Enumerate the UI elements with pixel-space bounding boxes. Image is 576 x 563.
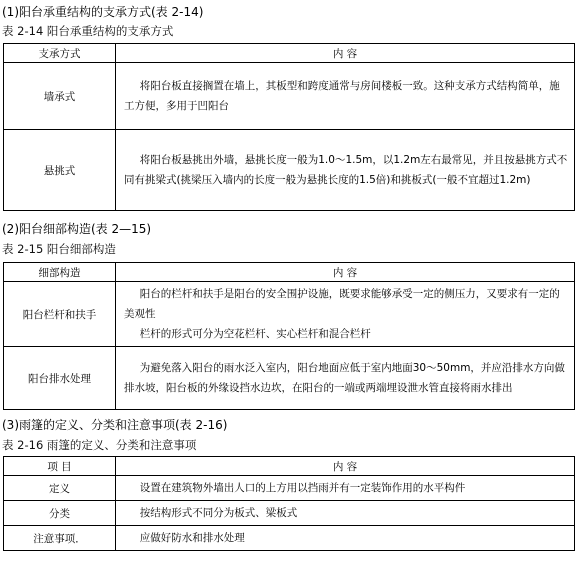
table-2-14: [3, 43, 575, 211]
header-content: 内 容: [116, 263, 575, 282]
table-row: [4, 476, 575, 501]
table-row: [4, 347, 575, 410]
table-2-15-caption: 表 2-15 阳台细部构造: [2, 242, 116, 256]
row-content: [116, 476, 575, 501]
content-text: 将阳台板直接搁置在墙上，其板型和跨度通常与房间楼板一致。这种支承方式结构简单，施工方便，多用于凹阳台: [124, 80, 560, 112]
content-text: 按结构形式不同分为板式、梁板式: [139, 507, 298, 519]
section-1-heading: (1)阳台承重结构的支承方式(表 2-14): [2, 5, 204, 19]
row-label-drainage: 阳台排水处理: [4, 347, 116, 410]
row-content: [116, 130, 575, 211]
row-label-wall-bearing: 墙承式: [4, 63, 116, 130]
content-text: 设置在建筑物外墙出人口的上方用以挡雨并有一定装饰作用的水平构件: [139, 482, 466, 494]
table-row: [4, 526, 575, 551]
table-2-15: [3, 262, 575, 410]
table-header-row: [4, 44, 575, 63]
table-row: [4, 282, 575, 347]
table-row: [4, 501, 575, 526]
content-text: 为避免落入阳台的雨水泛入室内，阳台地面应低于室内地面30～50mm，并应沿排水方向做排水坡，阳台板的外缘设挡水边坎，在阳台的一端或两端埋设泄水管直接将雨水排出: [124, 362, 565, 394]
row-content: [116, 501, 575, 526]
content-text: 阳台的栏杆和扶手是阳台的安全围护设施，既要求能够承受一定的侧压力，又要求有一定的美观性: [124, 288, 560, 320]
row-label-cantilever: 悬挑式: [4, 130, 116, 211]
header-content: 内 容: [116, 44, 575, 63]
row-content: [116, 63, 575, 130]
row-label-railing: 阳台栏杆和扶手: [4, 282, 116, 347]
row-content: [116, 526, 575, 551]
row-label-classification: 分类: [4, 501, 116, 526]
header-detail: 细部构造: [4, 263, 116, 282]
header-item: 项 目: [4, 457, 116, 476]
table-header-row: [4, 263, 575, 282]
row-content: [116, 347, 575, 410]
table-row: [4, 130, 575, 211]
content-text: 将阳台板悬挑出外墙，悬挑长度一般为1.0～1.5m，以1.2m左右最常见，并且按悬挑方式不同有挑梁式(挑梁压入墙内的长度一般为悬挑长度的1.5倍)和挑板式(一般不宜超过1.2m): [124, 154, 568, 186]
header-content: 内 容: [116, 457, 575, 476]
section-3-heading: (3)雨篷的定义、分类和注意事项(表 2-16): [2, 418, 228, 432]
section-2-heading: (2)阳台细部构造(表 2—15): [2, 222, 152, 236]
table-2-14-caption: 表 2-14 阳台承重结构的支承方式: [2, 24, 174, 38]
table-row: [4, 63, 575, 130]
row-label-notes: 注意事项．: [4, 526, 116, 551]
row-content: [116, 282, 575, 347]
table-2-16: [3, 456, 575, 551]
table-2-16-caption: 表 2-16 雨篷的定义、分类和注意事项: [2, 438, 197, 452]
content-text: 应做好防水和排水处理: [139, 532, 245, 544]
table-header-row: [4, 457, 575, 476]
header-support-method: 支承方式: [4, 44, 116, 63]
content-text: 栏杆的形式可分为空花栏杆、实心栏杆和混合栏杆: [139, 328, 371, 340]
row-label-definition: 定义: [4, 476, 116, 501]
